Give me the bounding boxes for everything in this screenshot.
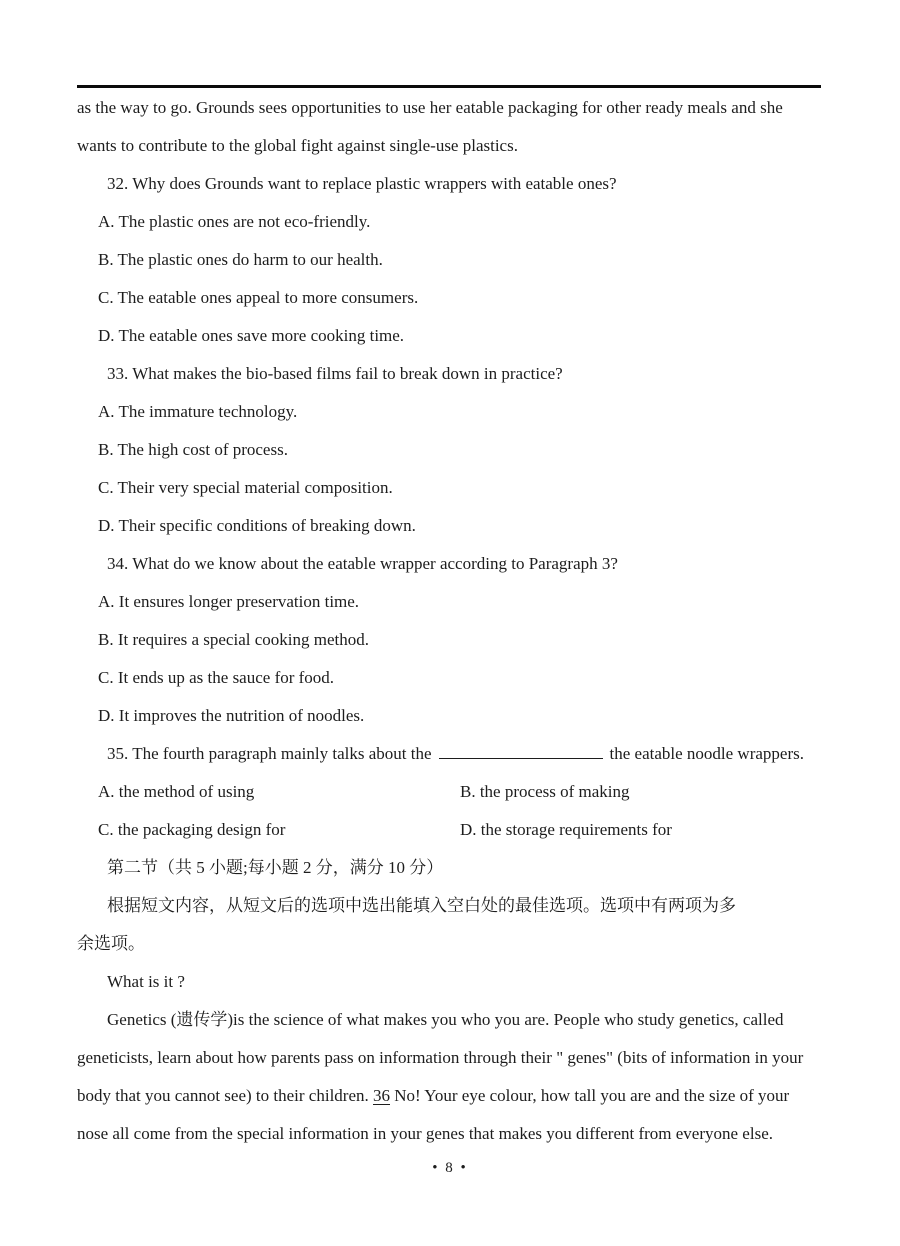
question-35-option-d: D. the storage requirements for [460,820,672,839]
passage-line: as the way to go. Grounds sees opportunities to use her eatable packaging for other ready meals and she [77,98,783,117]
page-content [0,89,900,1183]
question-32-option-c: C. The eatable ones appeal to more consumers. [98,288,419,307]
question-34-stem: 34. What do we know about the eatable wrapper according to Paragraph 3? [107,554,618,573]
cloze-passage-line: geneticists, learn about how parents pass on information through their " genes" (bits of information in your [77,1048,804,1067]
section2-heading: 第二节（共 5 小题;每小题 2 分，满分 10 分） [107,858,444,877]
question-35-option-a: A. the method of using [98,782,255,801]
question-34-option-b: B. It requires a special cooking method. [98,630,369,649]
question-33-option-b: B. The high cost of process. [98,440,288,459]
question-34-option-d: D. It improves the nutrition of noodles. [98,706,365,725]
question-32-option-d: D. The eatable ones save more cooking time. [98,326,405,345]
question-32-option-b: B. The plastic ones do harm to our health. [98,250,383,269]
section2-instructions-line: 余选项。 [77,934,145,953]
question-35-stem-before: 35. The fourth paragraph mainly talks about the [107,744,432,763]
question-35-stem-after: the eatable noodle wrappers. [609,744,804,763]
answer-blank-underline [439,745,603,759]
cloze-gap-number: 36 [373,1086,390,1105]
header-rule [77,85,821,88]
question-33-option-d: D. Their specific conditions of breaking down. [98,516,416,535]
section2-instructions-line: 根据短文内容，从短文后的选项中选出能填入空白处的最佳选项。选项中有两项为多 [107,896,736,915]
cloze-line-before: body that you cannot see) to their children. [77,1086,373,1105]
question-32-stem: 32. Why does Grounds want to replace plastic wrappers with eatable ones? [107,174,617,193]
question-34-option-c: C. It ends up as the sauce for food. [98,668,335,687]
cloze-passage-title: What is it ? [107,972,185,991]
question-34-option-a: A. It ensures longer preservation time. [98,592,360,611]
question-32-option-a: A. The plastic ones are not eco-friendly. [98,212,371,231]
page-number: • 8 • [432,1160,468,1176]
cloze-passage-line: Genetics (遗传学)is the science of what makes you who you are. People who study genetics, called [107,1010,784,1029]
cloze-passage-line [0,1077,900,1115]
question-33-option-a: A. The immature technology. [98,402,298,421]
question-35-option-b: B. the process of making [460,782,630,801]
cloze-passage-line: nose all come from the special information in your genes that makes you different from everyone else. [77,1124,773,1143]
passage-line: wants to contribute to the global fight against single-use plastics. [77,136,518,155]
question-33-stem: 33. What makes the bio-based films fail to break down in practice? [107,364,563,383]
question-33-option-c: C. Their very special material composition. [98,478,393,497]
cloze-line-after: No! Your eye colour, how tall you are and the size of your [390,1086,790,1105]
question-35-options-row [0,811,900,849]
question-35-stem [0,735,900,773]
question-35-option-c: C. the packaging design for [98,820,286,839]
question-35-options-row [0,773,900,811]
